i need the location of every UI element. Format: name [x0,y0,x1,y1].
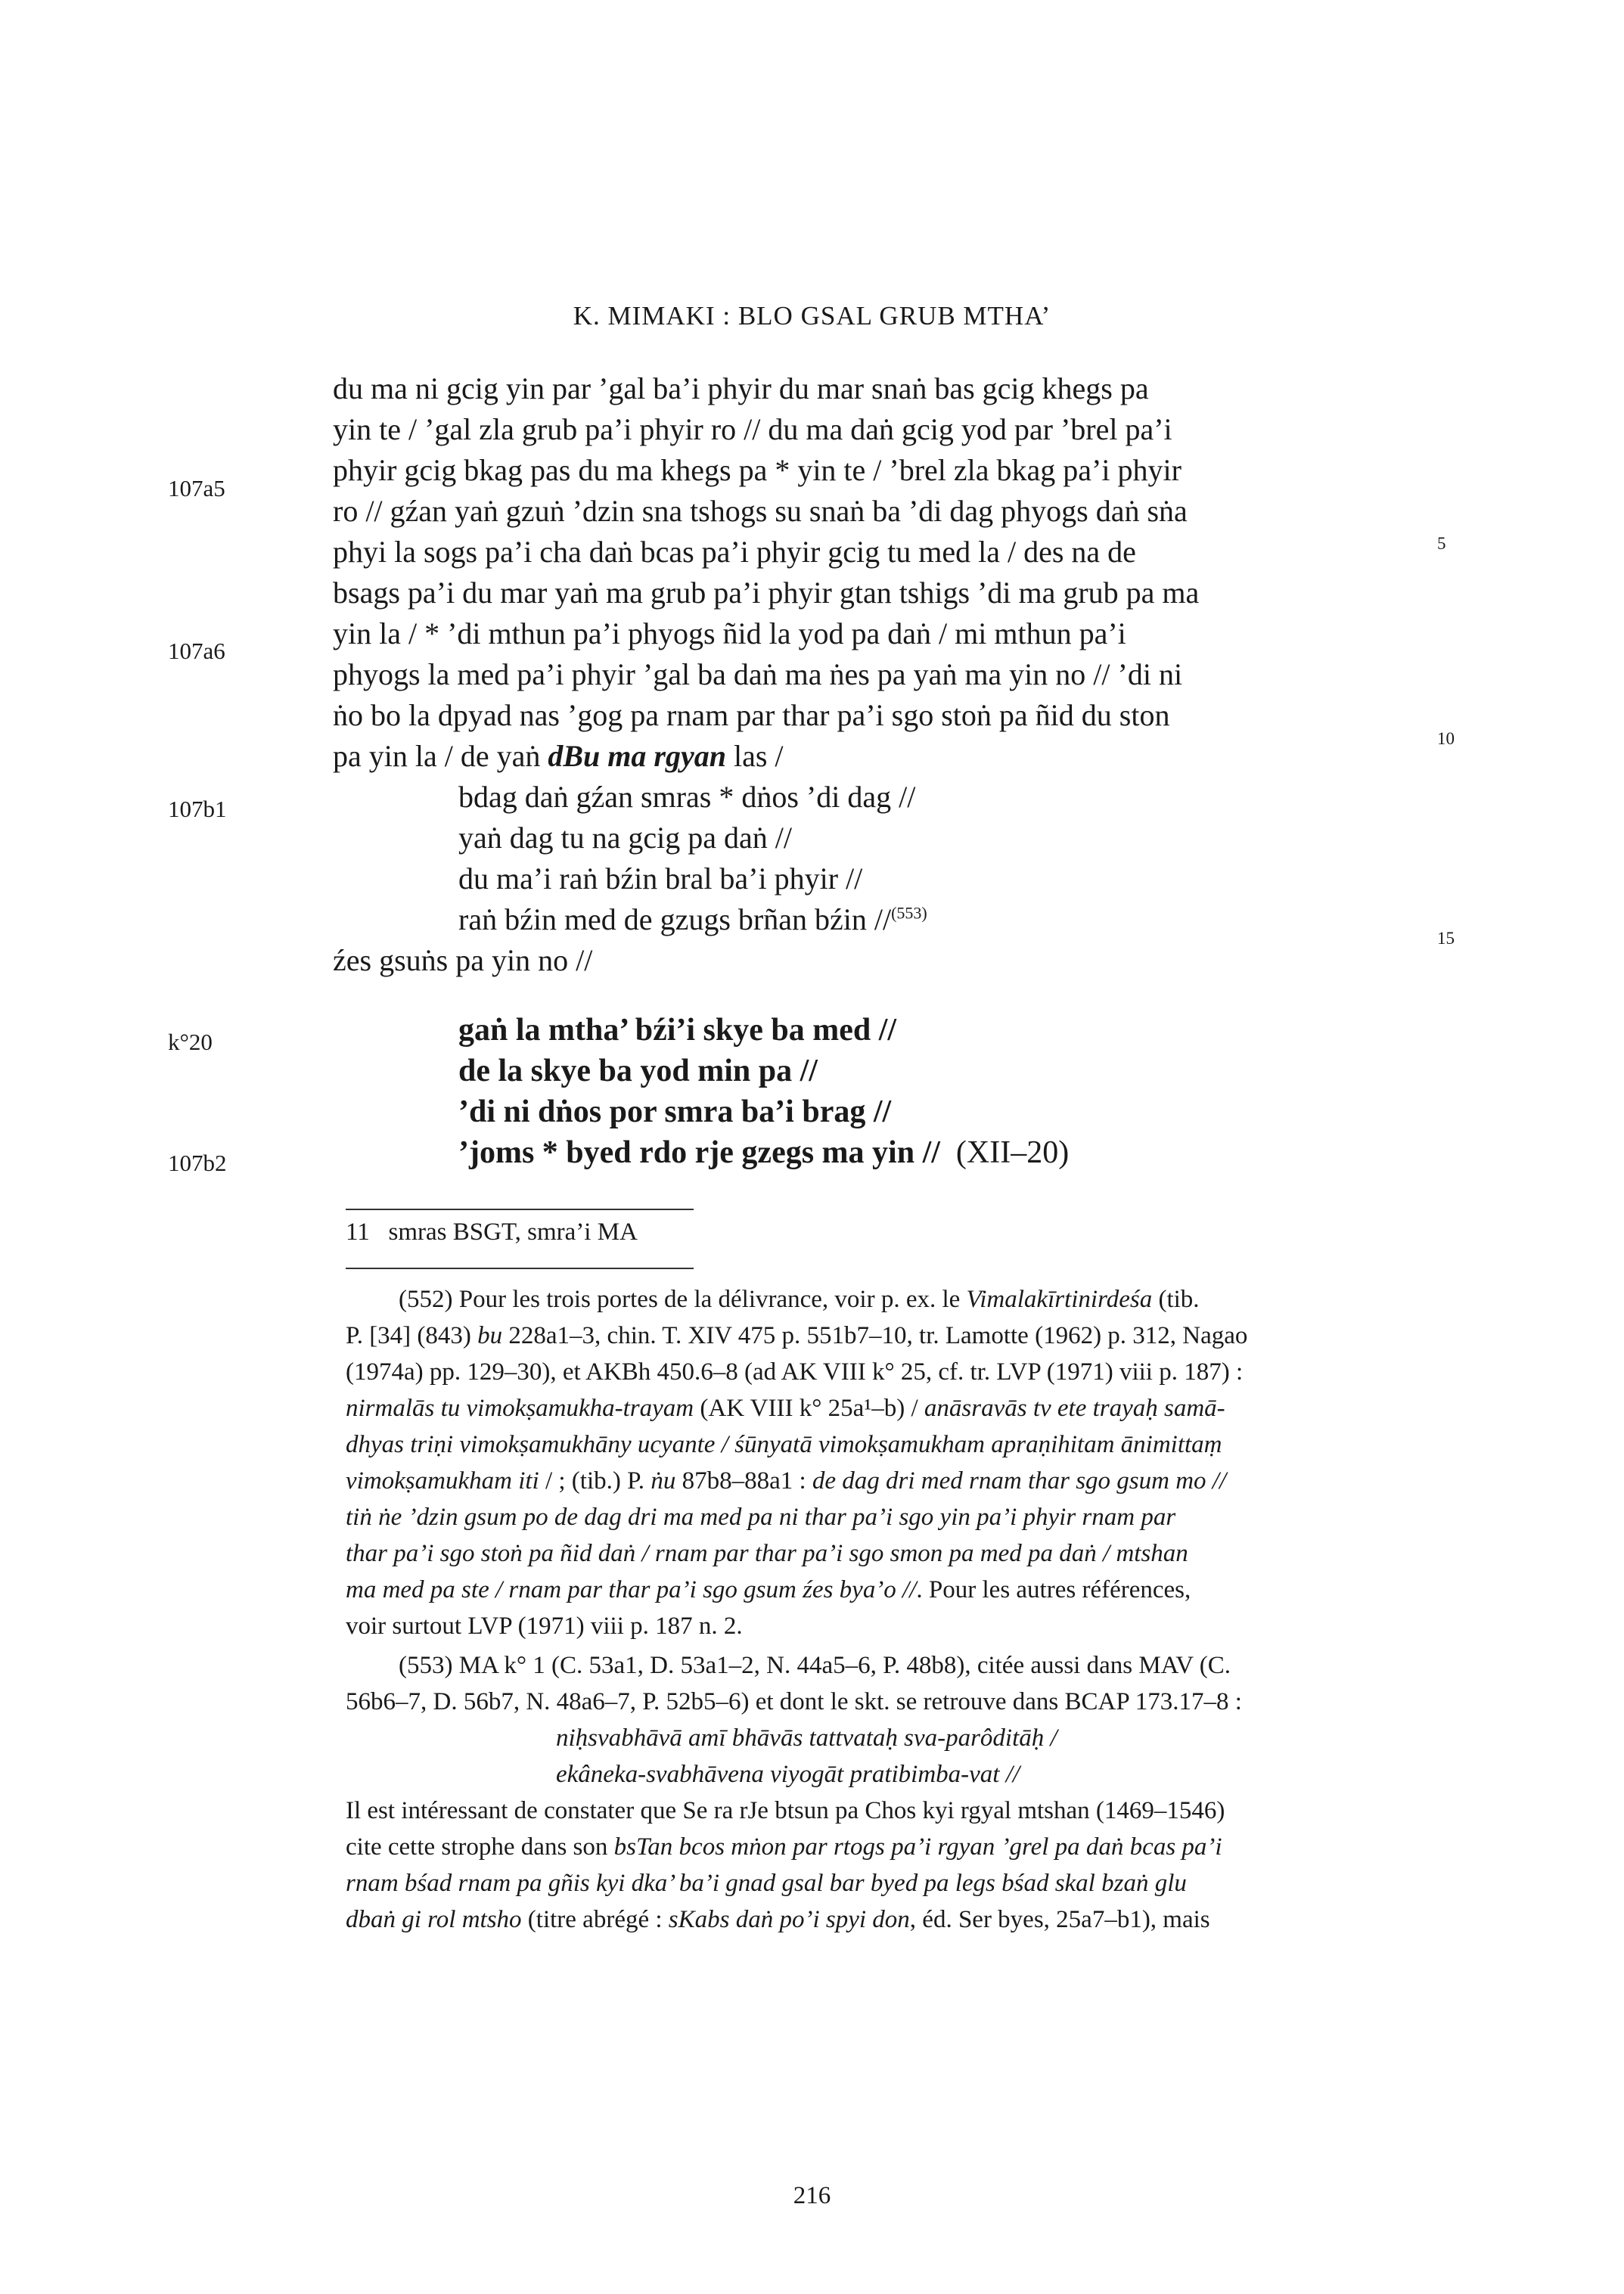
italic-run: rnam bśad rnam pa gñis kyi dka’ ba’i gnad gsal bar byed pa legs bśad skal bzaṅ glu [346,1870,1187,1897]
margin-ref-107b1: 107b1 [168,796,227,822]
text-run: voir surtout LVP (1971) viii p. 187 n. 2. [346,1613,743,1640]
footnote-552-line [346,1354,1243,1390]
footnote-552-line [346,1390,1225,1426]
italic-run: sKabs daṅ po’i spyi don [668,1906,910,1933]
text-run: Il est intéressant de constater que Se ra rJe btsun pa Chos kyi rgyal mtshan (1469–1546) [346,1797,1225,1824]
text-line: ro // gźan yaṅ gzuṅ ’dzin sna tshogs su snaṅ ba ’di dag phyogs daṅ sṅa [333,494,1188,528]
running-head: K. MIMAKI : BLO GSAL GRUB MTHA’ [573,301,1051,331]
apparatus-note: 11 smras BSGT, smra’i MA [346,1218,638,1246]
italic-run: ma med pa ste / rnam par thar pa’i sgo gsum źes bya’o // [346,1576,917,1603]
italic-run: tiṅ ṅe ’dzin gsum po de dag dri ma med pa ni thar pa’i sgo yin pa’i phyir rnam par [346,1504,1176,1531]
text-run: , éd. Ser byes, 25a7–b1), mais [909,1906,1210,1933]
text-run: (552) Pour les trois portes de la délivrance, voir p. ex. le [399,1286,967,1313]
italic-run: dhyas triṇi vimokṣamukhāny ucyante / śūnyatā vimokṣamukham apraṇihitam ānimittaṃ [346,1431,1222,1458]
line-number-10: 10 [1437,729,1455,748]
verse-line: du ma’i raṅ bźin bral ba’i phyir // [458,861,863,896]
text-line: bsags pa’i du mar yaṅ ma grub pa’i phyir gtan tshigs ’di ma grub pa ma [333,576,1200,610]
footnote-553-line [346,1793,1225,1829]
text-run: 228a1–3, chin. T. XIV 475 p. 551b7–10, tr. Lamotte (1962) p. 312, Nagao [502,1322,1248,1349]
karika-reference [940,1135,1069,1170]
verse-line [458,899,927,940]
margin-ref-107a6: 107a6 [168,638,225,664]
footnote-553-line [346,1829,1222,1865]
margin-ref-k20: k°20 [168,1029,213,1055]
text-line: ṅo bo la dpyad nas ’gog pa rnam par thar pa’i sgo stoṅ pa ñid du ston [333,698,1170,732]
italic-run: ṅu [651,1467,676,1495]
line-number-15: 15 [1437,929,1455,948]
footnote-552-line [346,1463,1226,1499]
text-line: phyi la sogs pa’i cha daṅ bcas pa’i phyir gcig tu med la / des na de [333,535,1136,569]
text-run: 87b8–88a1 : [675,1467,812,1495]
text-run: . Pour les autres références, [916,1576,1191,1603]
italic-run: nirmalās tu vimokṣamukha-trayam [346,1395,694,1422]
footnote-553-line [399,1647,1231,1684]
footnote-rule [346,1268,694,1269]
footnote-552-line [346,1535,1188,1572]
footnote-ref: (553) [891,903,927,923]
text-line: yin la / * ’di mthun pa’i phyogs ñid la yod pa daṅ / mi mthun pa’i [333,616,1126,650]
text-line: phyir gcig bkag pas du ma khegs pa * yin te / ’brel zla bkag pa’i phyir [333,453,1182,487]
footnote-553-line [346,1901,1210,1938]
line-number-5: 5 [1437,534,1446,553]
karika-line: gaṅ la mtha’ bźi’i skye ba med // [458,1013,897,1048]
text-run: (titre abrégé : [521,1906,669,1933]
karika-text: ’joms * byed rdo rje gzegs ma yin // [458,1135,940,1170]
footnote-552-line [399,1281,1200,1318]
footnote-552-line [346,1426,1222,1463]
footnote-552-line [346,1608,743,1644]
italic-run: dbaṅ gi rol mtsho [346,1906,522,1933]
italic-run: anāsravās tv ete trayaḥ samā- [924,1395,1225,1422]
text-line [333,736,784,777]
italic-run: ekâneka-svabhāvena viyogāt pratibimba-vat // [556,1761,1020,1788]
text-run: (tib. [1152,1286,1200,1313]
text-run: (553) MA k° 1 (C. 53a1, D. 53a1–2, N. 44a5–6, P. 48b8), citée aussi dans MAV (C. [399,1652,1231,1679]
karika-line: ’di ni dṅos por smra ba’i brag // [458,1094,892,1129]
karika-ref-text: (XII–20) [955,1135,1070,1170]
footnote-553-sanskrit [556,1720,1057,1756]
margin-ref-107a5: 107a5 [168,475,225,501]
text-line: yin te / ’gal zla grub pa’i phyir ro // du ma daṅ gcig yod par ’brel pa’i [333,412,1172,446]
verse-line: bdag daṅ gźan smras * dṅos ’di dag // [458,780,916,814]
italic-run: de dag dri med rnam thar sgo gsum mo // [812,1467,1227,1495]
verse-line: yaṅ dag tu na gcig pa daṅ // [458,821,792,855]
footnote-553-line [346,1865,1187,1901]
text-run: las / [725,739,784,773]
footnote-553-line [346,1684,1242,1720]
italic-run: niḥsvabhāvā amī bhāvās tattvataḥ sva-parôditāḥ / [556,1724,1057,1752]
footnote-552-line [346,1499,1175,1535]
italic-run: vimokṣamukham iti [346,1467,539,1495]
footnote-552-line [346,1318,1247,1354]
italic-run: bsTan bcos mṅon par rtogs pa’i rgyan ’grel pa daṅ bcas pa’i [613,1833,1222,1861]
karika-line: de la skye ba yod min pa // [458,1054,818,1088]
work-title: dBu ma rgyan [548,739,726,773]
text-line: du ma ni gcig yin par ’gal ba’i phyir du mar snaṅ bas gcig khegs pa [333,371,1149,405]
text-run: P. [34] (843) [346,1322,478,1349]
italic-run: thar pa’i sgo stoṅ pa ñid daṅ / rnam par thar pa’i sgo smon pa med pa daṅ / mtshan [346,1540,1188,1567]
margin-ref-107b2: 107b2 [168,1150,227,1176]
text-run: cite cette strophe dans son [346,1833,614,1861]
text-run: (1974a) pp. 129–30), et AKBh 450.6–8 (ad AK VIII k° 25, cf. tr. LVP (1971) viii p. 187) : [346,1358,1244,1386]
karika-line [458,1132,1069,1173]
italic-run: Vimalakīrtinirdeśa [966,1286,1153,1313]
footnote-552-line [346,1572,1191,1608]
text-run: / ; (tib.) P. [539,1467,651,1495]
footnote-553-sanskrit [556,1756,1020,1793]
text-run: 56b6–7, D. 56b7, N. 48a6–7, P. 52b5–6) et dont le skt. se retrouve dans BCAP 173.17–8 : [346,1688,1242,1715]
verse-text: raṅ bźin med de gzugs brñan bźin // [458,902,892,936]
text-line: źes gsuṅs pa yin no // [333,943,593,977]
text-line: phyogs la med pa’i phyir ’gal ba daṅ ma ṅes pa yaṅ ma yin no // ’di ni [333,657,1183,691]
text-run: pa yin la / de yaṅ [333,739,548,773]
apparatus-rule [346,1209,694,1210]
text-run: (AK VIII k° 25a¹–b) / [694,1395,924,1422]
page-number: 216 [793,2182,831,2209]
italic-run: bu [477,1322,503,1349]
